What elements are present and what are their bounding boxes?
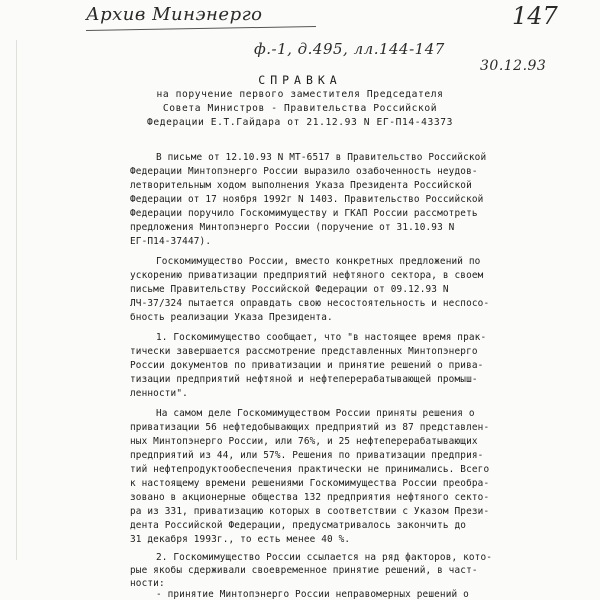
handwritten-archive-note: Архив Минэнерго xyxy=(86,4,263,25)
handwritten-page-number: 147 xyxy=(512,2,558,30)
subtitle-line: на поручение первого заместителя Председателя xyxy=(156,89,444,100)
handwritten-underline xyxy=(86,26,316,31)
document-title: СПРАВКА xyxy=(258,73,342,87)
body-line: дента Российской Федерации, предусматривалось закончить до xyxy=(130,520,467,531)
body-line: - принятие Минтопэнерго России неправомерных решений о xyxy=(156,589,469,600)
body-line: 1. Госкомимущество сообщает, что "в настоящее время прак- xyxy=(156,332,487,343)
body-line: 31 декабря 1993г., то есть менее 40 %. xyxy=(130,534,351,545)
body-line: В письме от 12.10.93 N МТ-6517 в Правительство Российской xyxy=(156,152,487,163)
body-line: ускорению приватизации предприятий нефтяного сектора, в своем xyxy=(130,270,484,281)
body-line: ЛЧ-37/324 пытается оправдать свою несостоятельность и неспосо- xyxy=(130,298,490,309)
body-line: Госкомимущество России, вместо конкретных предложений по xyxy=(156,256,481,267)
subtitle-line: Совета Министров - Правительства Российской xyxy=(162,103,438,114)
body-line: рые якобы сдерживали своевременное принятие решений, в част- xyxy=(130,565,478,576)
body-line: бность реализации Указа Президента. xyxy=(130,312,333,323)
body-line: тически завершается рассмотрение представленных Минтопэнерго xyxy=(130,346,478,357)
body-line: ЕГ-П14-37447). xyxy=(130,236,212,247)
body-line: На самом деле Госкомимуществом России приняты решения о xyxy=(156,408,475,419)
body-line: ленности". xyxy=(130,388,188,399)
handwritten-date: 30.12.93 xyxy=(480,58,547,74)
body-line: ных Минтопэнерго России, или 76%, и 25 нефтеперерабатывающих xyxy=(130,436,478,447)
handwritten-fund-reference: ф.-1, д.495, лл.144-147 xyxy=(254,40,445,58)
body-line: ра из 331, приватизацию которых в соответствии с Указом Прези- xyxy=(130,506,490,517)
body-line: тизации предприятий нефтяной и нефтеперерабатывающей промыш- xyxy=(130,374,478,385)
body-line: к настоящему времени решениями Госкомимущества России преобра- xyxy=(130,478,490,489)
body-line: Федерации Минтопэнерго России выразило озабоченность неудов- xyxy=(130,166,478,177)
body-line: предложения Минтопэнерго России (поручение от 31.10.93 N xyxy=(130,222,455,233)
body-line: ности: xyxy=(130,578,165,589)
body-line: тий нефтепродуктообеспечения практически не принимались. Всего xyxy=(130,464,490,475)
body-line: России документов по приватизации и принятие решений о прива- xyxy=(130,360,484,371)
body-line: зовано в акционерные общества 132 предприятия нефтяного секто- xyxy=(130,492,490,503)
body-line: 2. Госкомимущество России ссылается на ряд факторов, кото- xyxy=(156,552,493,563)
body-line: летворительным ходом выполнения Указа Президента Российской xyxy=(130,180,472,191)
body-line: Федерации поручило Госкомимуществу и ГКАП России рассмотреть xyxy=(130,208,478,219)
subtitle-line: Федерации Е.Т.Гайдара от 21.12.93 N ЕГ-П14-43373 xyxy=(146,117,454,128)
body-line: письме Правительству Российской Федерации от 09.12.93 N xyxy=(130,284,449,295)
body-line: предприятий из 44, или 57%. Решения по приватизации предприя- xyxy=(130,450,484,461)
body-line: Федерации от 17 ноября 1992г N 1403. Правительство Российской xyxy=(130,194,484,205)
body-line: приватизации 56 нефтедобывающих предприятий из 87 представлен- xyxy=(130,422,490,433)
